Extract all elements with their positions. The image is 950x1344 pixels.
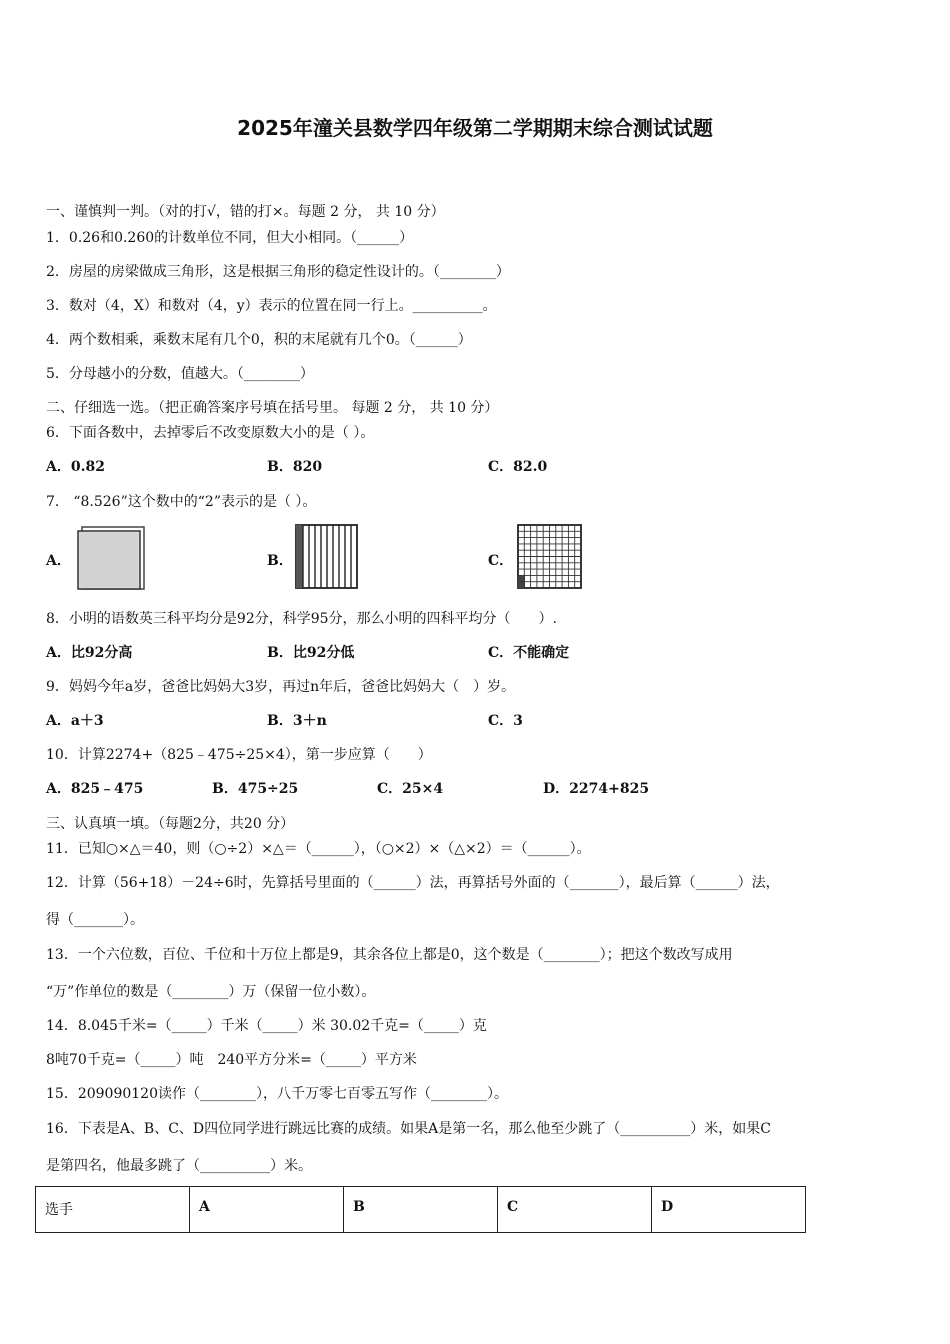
q6-option-a: A．0.82: [46, 459, 105, 475]
q10-option-c: C．25×4: [377, 781, 444, 797]
hundredths-grid-figure: [517, 524, 583, 590]
q10-option-d: D．2274+825: [543, 781, 650, 797]
question-1: 1．0.26和0.260的计数单位不同，但大小相同。（______）: [46, 230, 414, 246]
q10-option-a: A．825﹣475: [46, 781, 144, 797]
question-12-line1: 12．计算（56+18）－24÷6时，先算括号里面的（______）法，再算括号外面的（_______），最后算（______）法，: [46, 875, 780, 891]
q9-option-b: B．3＋n: [267, 713, 327, 729]
results-table: [35, 1186, 806, 1233]
question-7: 7． “8.526”这个数中的“2”表示的是（ ）。: [46, 494, 317, 510]
question-5: 5．分母越小的分数，值越大。（________）: [46, 366, 314, 382]
question-11: 11．已知○×△＝40，则（○÷2）×△＝（______），（○×2）×（△×2）＝（______）。: [46, 841, 591, 857]
q7-option-b: B．: [267, 553, 293, 569]
question-14-line2: 8吨70千克=（_____）吨 240平方分米=（_____）平方米: [46, 1052, 417, 1068]
question-16-line2: 是第四名，他最多跳了（__________）米。: [46, 1158, 312, 1174]
question-13-line2: “万”作单位的数是（________）万（保留一位小数）。: [46, 984, 376, 1000]
page-title: 2025年潼关县数学四年级第二学期期末综合测试试题: [237, 116, 713, 140]
question-6: 6．下面各数中，去掉零后不改变原数大小的是（ ）。: [46, 425, 375, 441]
q8-option-c: C．不能确定: [488, 645, 570, 661]
section2-heading: 二、仔细选一选。（把正确答案序号填在括号里。 每题 2 分， 共 10 分）: [46, 400, 499, 416]
section1-heading: 一、谨慎判一判。（对的打√，错的打×。每题 2 分， 共 10 分）: [46, 204, 445, 220]
question-2: 2．房屋的房梁做成三角形，这是根据三角形的稳定性设计的。（________）: [46, 264, 510, 280]
q9-option-c: C．3: [488, 713, 523, 729]
q10-option-b: B．475÷25: [212, 781, 299, 797]
table-header-cell: 选手: [36, 1187, 190, 1233]
table-header-cell: B: [344, 1187, 498, 1233]
question-14-line1: 14．8.045千米=（_____）千米（_____）米 30.02千克=（_____）克: [46, 1018, 487, 1034]
table-header-cell: D: [652, 1187, 806, 1233]
question-4: 4．两个数相乘，乘数末尾有几个0，积的末尾就有几个0。（______）: [46, 332, 472, 348]
q9-option-a: A．a＋3: [46, 713, 104, 729]
question-10: 10．计算2274+（825﹣475÷25×4），第一步应算（ ）: [46, 747, 432, 763]
table-header-cell: C: [498, 1187, 652, 1233]
question-9: 9．妈妈今年a岁，爸爸比妈妈大3岁，再过n年后，爸爸比妈妈大（ ）岁。: [46, 679, 516, 695]
q6-option-b: B．820: [267, 459, 323, 475]
tenths-strip-figure: [295, 524, 359, 590]
q8-option-a: A．比92分高: [46, 645, 133, 661]
question-8: 8．小明的语数英三科平均分是92分，科学95分，那么小明的四科平均分（ ）.: [46, 611, 557, 627]
q7-option-a: A．: [46, 553, 71, 569]
q6-option-c: C．82.0: [488, 459, 548, 475]
table-row: [36, 1187, 806, 1233]
table-header-cell: A: [190, 1187, 344, 1233]
question-3: 3．数对（4，X）和数对（4，y）表示的位置在同一行上。__________。: [46, 298, 497, 314]
q8-option-b: B．比92分低: [267, 645, 355, 661]
question-12-line2: 得（_______）。: [46, 912, 144, 928]
question-15: 15．209090120读作（________），八千万零七百零五写作（________）。: [46, 1086, 508, 1102]
question-16-line1: 16．下表是A、B、C、D四位同学进行跳远比赛的成绩。如果A是第一名，那么他至少跳了（__________）米，如果C: [46, 1121, 771, 1137]
question-13-line1: 13．一个六位数，百位、千位和十万位上都是9，其余各位上都是0，这个数是（________）；把这个数改写成用: [46, 947, 733, 963]
shaded-square-figure: [76, 526, 146, 592]
q7-option-c: C．: [488, 553, 514, 569]
section3-heading: 三、认真填一填。（每题2分，共20 分）: [46, 816, 295, 832]
